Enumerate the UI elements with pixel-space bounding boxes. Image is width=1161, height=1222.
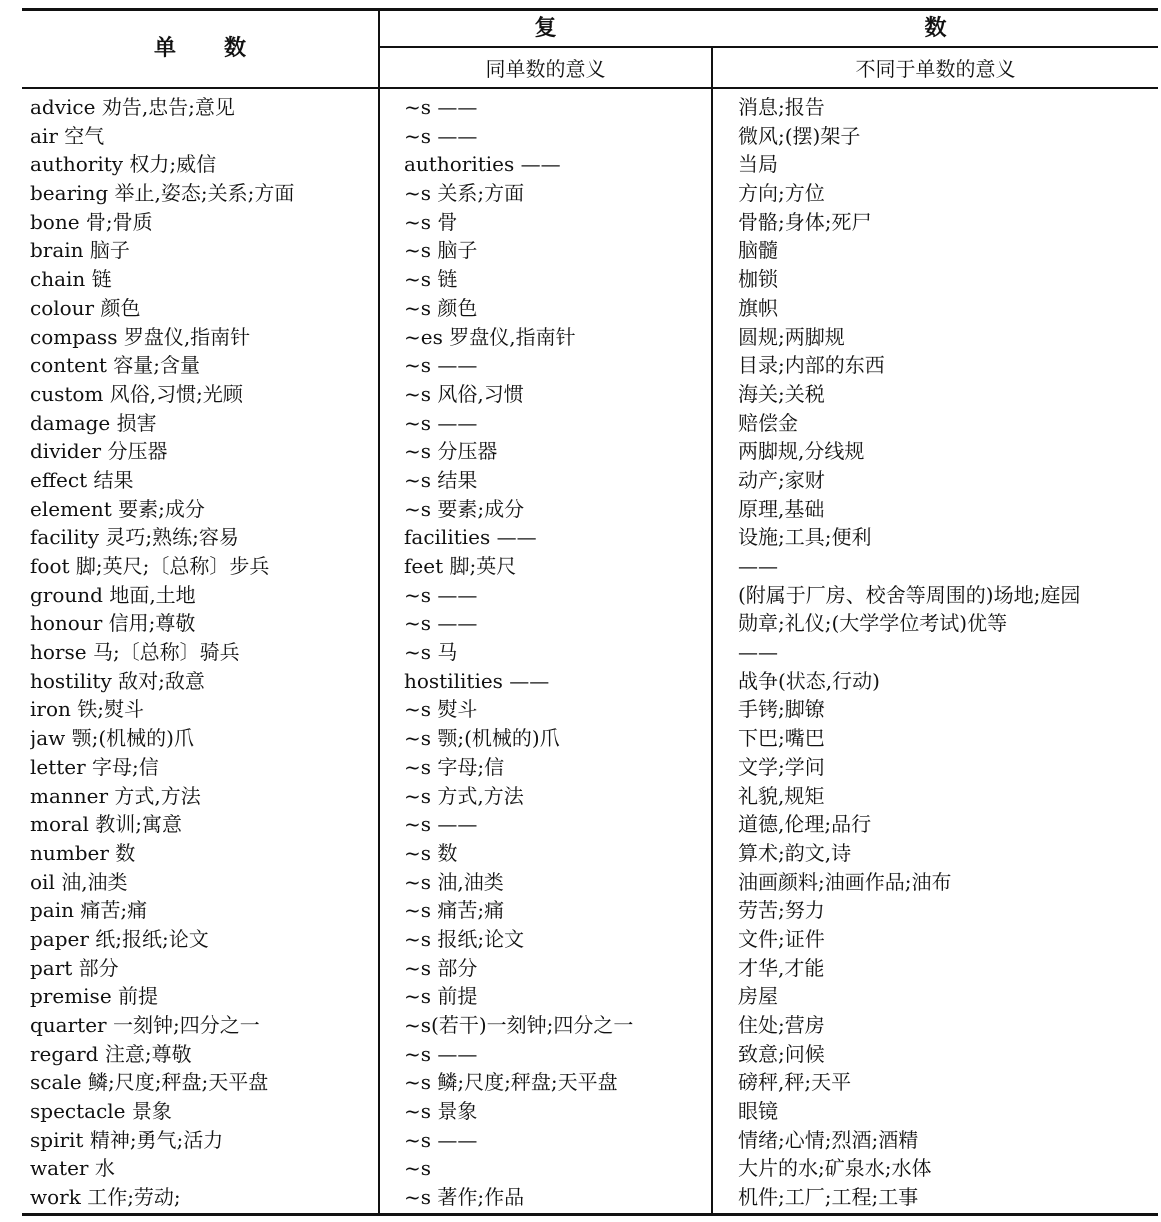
table-row [22, 868, 1158, 897]
cell-plural-different: 情绪;心情;烈酒;酒精 [738, 1127, 919, 1152]
cell-singular: horse 马;〔总称〕骑兵 [30, 640, 240, 665]
cell-singular: spectacle 景象 [30, 1099, 172, 1124]
cell-plural-different: 住处;营房 [738, 1013, 825, 1037]
cell-plural-same: ~s 痛苦;痛 [404, 898, 505, 923]
cell-plural-different: 海关;关税 [738, 381, 825, 406]
table-row [22, 1154, 1158, 1183]
cell-singular: damage 损害 [30, 410, 157, 435]
table-row [22, 810, 1158, 839]
table-bottom-rule [22, 1213, 1158, 1216]
cell-plural-different: 两脚规,分线规 [738, 439, 865, 464]
cell-singular: jaw 颚;(机械的)爪 [30, 726, 194, 751]
table-row [22, 667, 1158, 696]
table-row [22, 265, 1158, 294]
cell-plural-same: ~s 马 [404, 640, 458, 665]
cell-plural-same: ~es 罗盘仪,指南针 [404, 324, 576, 349]
cell-singular: spirit 精神;勇气;活力 [30, 1127, 224, 1152]
cell-plural-different: 才华,才能 [738, 955, 825, 980]
cell-plural-different: 算术;韵文,诗 [738, 840, 852, 865]
cell-singular: bone 骨;骨质 [30, 209, 153, 234]
table-row [22, 782, 1158, 811]
cell-plural-same: ~s 鳞;尺度;秤盘;天平盘 [404, 1070, 618, 1095]
table-row [22, 581, 1158, 610]
cell-plural-same: facilities —— [404, 525, 537, 550]
cell-plural-different: 油画颜料;油画作品;油布 [738, 869, 952, 894]
cell-singular: hostility 敌对;敌意 [30, 668, 205, 693]
cell-plural-same: ~s [404, 1156, 432, 1181]
table-row [22, 122, 1158, 151]
cell-singular: bearing 举止,姿态;关系;方面 [30, 181, 295, 206]
table-row [22, 208, 1158, 237]
cell-singular: foot 脚;英尺;〔总称〕步兵 [30, 554, 270, 578]
cell-singular: honour 信用;尊敬 [30, 611, 196, 636]
cell-singular: compass 罗盘仪,指南针 [30, 324, 251, 349]
cell-plural-same: ~s —— [404, 1127, 478, 1152]
cell-plural-different: 消息;报告 [738, 95, 825, 119]
cell-singular: oil 油,油类 [30, 869, 128, 894]
table-top-rule [22, 8, 1158, 11]
cell-plural-same: ~s —— [404, 410, 478, 435]
table-row [22, 380, 1158, 409]
cell-plural-same: ~s —— [404, 95, 478, 119]
cell-singular: scale 鳞;尺度;秤盘;天平盘 [30, 1070, 269, 1095]
cell-plural-different: 道德,伦理;品行 [738, 812, 872, 837]
cell-plural-same: ~s 分压器 [404, 439, 498, 464]
cell-singular: manner 方式,方法 [30, 783, 201, 808]
cell-singular: moral 教训;寓意 [30, 812, 182, 837]
cell-plural-different: 赔偿金 [738, 410, 798, 435]
cell-plural-different: 微风;(摆)架子 [738, 123, 861, 148]
cell-singular: chain 链 [30, 267, 112, 292]
table-row [22, 724, 1158, 753]
cell-plural-same: ~s 要素;成分 [404, 496, 525, 521]
cell-singular: work 工作;劳动; [30, 1185, 181, 1210]
cell-plural-different: 旗帜 [738, 295, 778, 320]
table-body [22, 93, 1158, 1212]
table-row [22, 954, 1158, 983]
cell-singular: custom 风俗,习惯;光顾 [30, 381, 243, 406]
cell-plural-same: hostilities —— [404, 668, 550, 693]
cell-plural-different: 文件;证件 [738, 926, 825, 951]
cell-plural-different: (附属于厂房、校舍等周围的)场地;庭园 [738, 582, 1081, 607]
cell-plural-different: —— [738, 640, 778, 665]
cell-plural-different: 磅秤,秤;天平 [738, 1070, 852, 1095]
cell-plural-different: 脑髓 [738, 238, 778, 263]
cell-plural-different: 当局 [738, 152, 778, 177]
table-row [22, 896, 1158, 925]
cell-singular: iron 铁;熨斗 [30, 697, 144, 722]
table-row [22, 495, 1158, 524]
cell-plural-same: ~s(若干)一刻钟;四分之一 [404, 1013, 634, 1037]
cell-singular: number 数 [30, 840, 136, 865]
cell-plural-different: 手铐;脚镣 [738, 697, 825, 722]
header-different-meaning: 不同于单数的意义 [855, 57, 1016, 81]
cell-plural-same: ~s 字母;信 [404, 754, 505, 779]
cell-plural-same: ~s 前提 [404, 984, 478, 1009]
table-row [22, 466, 1158, 495]
cell-plural-different: 设施;工具;便利 [738, 525, 872, 550]
cell-plural-same: ~s —— [404, 582, 478, 607]
table-row [22, 1183, 1158, 1212]
table-row [22, 552, 1158, 581]
cell-plural-different: 原理,基础 [738, 496, 825, 521]
cell-plural-same: ~s 结果 [404, 467, 478, 492]
table-row [22, 437, 1158, 466]
table-row [22, 1097, 1158, 1126]
cell-plural-same: feet 脚;英尺 [404, 554, 517, 578]
cell-singular: ground 地面,土地 [30, 582, 196, 607]
cell-singular: facility 灵巧;熟练;容易 [30, 525, 239, 550]
cell-plural-different: 下巴;嘴巴 [738, 726, 825, 751]
cell-plural-same: ~s —— [404, 1041, 478, 1066]
cell-plural-different: 方向;方位 [738, 181, 825, 206]
cell-plural-same: ~s 链 [404, 267, 458, 292]
cell-singular: part 部分 [30, 955, 119, 980]
cell-singular: air 空气 [30, 123, 105, 148]
cell-plural-different: 勋章;礼仪;(大学学位考试)优等 [738, 611, 1008, 636]
table-row [22, 150, 1158, 179]
table-row [22, 925, 1158, 954]
header-plural-left: 复 [534, 16, 557, 41]
cell-plural-different: 房屋 [738, 984, 778, 1009]
table-row [22, 1011, 1158, 1040]
cell-plural-different: 战争(状态,行动) [738, 668, 880, 693]
table-row [22, 1068, 1158, 1097]
table-row [22, 1126, 1158, 1155]
table-row [22, 1040, 1158, 1069]
cell-plural-different: 文学;学问 [738, 754, 825, 779]
table-row [22, 409, 1158, 438]
cell-plural-different: —— [738, 554, 778, 578]
table-row [22, 839, 1158, 868]
header-same-meaning: 同单数的意义 [485, 57, 606, 81]
table-row [22, 323, 1158, 352]
cell-plural-same: ~s 颚;(机械的)爪 [404, 726, 560, 751]
table-row [22, 294, 1158, 323]
cell-singular: brain 脑子 [30, 238, 130, 263]
cell-plural-same: ~s 风俗,习惯 [404, 381, 524, 406]
table-row [22, 609, 1158, 638]
cell-plural-different: 礼貌,规矩 [738, 783, 825, 808]
table-row [22, 236, 1158, 265]
cell-plural-different: 骨骼;身体;死尸 [738, 209, 872, 234]
header-bottom-rule [22, 87, 1158, 89]
cell-singular: element 要素;成分 [30, 496, 205, 521]
header-sub-rule [379, 46, 1158, 48]
cell-plural-same: ~s 关系;方面 [404, 181, 525, 206]
cell-plural-same: ~s —— [404, 611, 478, 636]
cell-plural-different: 动产;家财 [738, 467, 825, 492]
cell-plural-same: ~s 方式,方法 [404, 783, 524, 808]
cell-singular: pain 痛苦;痛 [30, 898, 148, 923]
cell-singular: effect 结果 [30, 467, 134, 492]
cell-plural-same: ~s —— [404, 353, 478, 378]
cell-plural-same: ~s 数 [404, 840, 458, 865]
cell-plural-different: 大片的水;矿泉水;水体 [738, 1156, 932, 1181]
cell-plural-same: ~s 景象 [404, 1099, 478, 1124]
cell-singular: regard 注意;尊敬 [30, 1041, 192, 1066]
table-row [22, 695, 1158, 724]
cell-plural-different: 枷锁 [738, 267, 778, 292]
cell-plural-same: ~s 油,油类 [404, 869, 504, 894]
cell-plural-same: ~s 骨 [404, 209, 458, 234]
cell-singular: water 水 [30, 1156, 115, 1181]
cell-plural-different: 目录;内部的东西 [738, 353, 885, 378]
table-row [22, 523, 1158, 552]
cell-plural-same: ~s —— [404, 812, 478, 837]
cell-singular: divider 分压器 [30, 439, 168, 464]
cell-plural-same: ~s 颜色 [404, 295, 478, 320]
header-plural-right: 数 [924, 16, 947, 41]
table-row [22, 753, 1158, 782]
table-row [22, 179, 1158, 208]
table-row [22, 93, 1158, 122]
cell-plural-same: ~s 熨斗 [404, 697, 478, 722]
cell-plural-different: 圆规;两脚规 [738, 324, 845, 349]
cell-plural-different: 机件;工厂;工程;工事 [738, 1185, 919, 1210]
cell-plural-same: ~s —— [404, 123, 478, 148]
cell-singular: paper 纸;报纸;论文 [30, 926, 209, 951]
cell-singular: authority 权力;威信 [30, 152, 217, 177]
cell-plural-different: 劳苦;努力 [738, 898, 825, 923]
table-row [22, 351, 1158, 380]
cell-plural-different: 致意;问候 [738, 1041, 825, 1066]
cell-singular: quarter 一刻钟;四分之一 [30, 1013, 260, 1037]
cell-singular: advice 劝告,忠告;意见 [30, 95, 235, 119]
cell-plural-same: authorities —— [404, 152, 561, 177]
cell-plural-same: ~s 报纸;论文 [404, 926, 525, 951]
cell-plural-same: ~s 脑子 [404, 238, 478, 263]
table-row [22, 982, 1158, 1011]
cell-singular: colour 颜色 [30, 295, 141, 320]
table-row [22, 638, 1158, 667]
cell-singular: premise 前提 [30, 984, 159, 1009]
cell-plural-same: ~s 著作;作品 [404, 1185, 525, 1210]
cell-plural-different: 眼镜 [738, 1099, 778, 1124]
cell-singular: content 容量;含量 [30, 353, 201, 378]
cell-singular: letter 字母;信 [30, 754, 159, 779]
cell-plural-same: ~s 部分 [404, 955, 478, 980]
header-singular: 单数 [153, 36, 294, 61]
